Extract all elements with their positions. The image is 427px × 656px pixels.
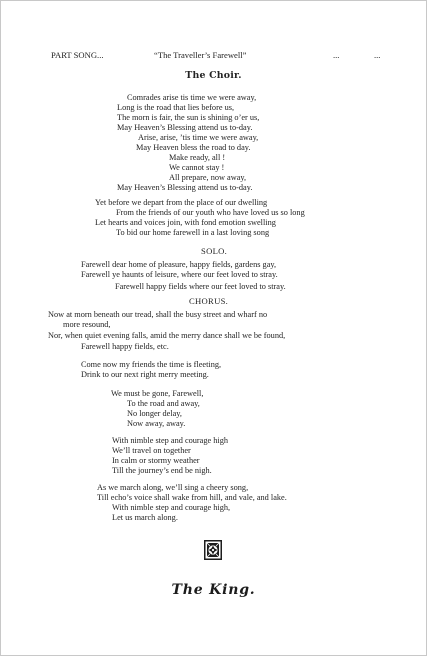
lyric-line: Yet before we depart from the place of our dwelling	[95, 198, 268, 207]
lyric-line: We’ll travel on together	[112, 446, 191, 455]
lyric-line: No longer delay,	[127, 409, 182, 418]
lyric-line: All prepare, now away,	[169, 173, 247, 182]
header-ellipsis: ...	[374, 50, 381, 60]
lyric-line: May Heaven’s Blessing attend us to-day.	[117, 183, 253, 192]
lyric-line: Farewell happy fields, etc.	[81, 342, 169, 351]
part-song-label: PART SONG...	[51, 50, 104, 60]
lyric-line: Now at morn beneath our tread, shall the busy street and wharf no	[48, 310, 268, 319]
lyric-line: May Heaven bless the road to day.	[136, 143, 251, 152]
lyric-line: With nimble step and courage high	[112, 436, 229, 445]
lyric-line: The morn is fair, the sun is shining o’er us,	[117, 113, 260, 122]
lyric-line: From the friends of our youth who have loved us so long	[116, 208, 305, 217]
lyric-line: We must be gone, Farewell,	[111, 389, 204, 398]
lyric-line: more resound,	[63, 320, 111, 329]
lyric-line: We cannot stay !	[169, 163, 225, 172]
ornament-icon	[204, 540, 222, 560]
choir-heading: The Choir.	[185, 70, 242, 81]
lyric-line: May Heaven’s Blessing attend us to-day.	[117, 123, 253, 132]
lyric-line: Comrades arise tis time we were away,	[127, 93, 257, 102]
lyric-line: To the road and away,	[127, 399, 200, 408]
solo-heading: SOLO.	[201, 246, 228, 256]
lyric-line: Farewell happy fields where our feet loved to stray.	[115, 282, 286, 291]
lyric-line: Now away, away.	[127, 419, 186, 428]
lyric-line: Till echo’s voice shall wake from hill, and vale, and lake.	[97, 493, 287, 502]
lyric-line: Drink to our next right merry meeting.	[81, 370, 209, 379]
lyric-line: In calm or stormy weather	[112, 456, 200, 465]
closing-title: The King.	[171, 582, 256, 598]
lyric-line: With nimble step and courage high,	[112, 503, 231, 512]
song-header	[51, 49, 391, 61]
header-ellipsis: ...	[333, 50, 340, 60]
lyric-line: Arise, arise, ’tis time we were away,	[138, 133, 259, 142]
song-title: “The Traveller’s Farewell”	[154, 50, 247, 60]
lyric-line: Come now my friends the time is fleeting,	[81, 360, 222, 369]
lyric-line: As we march along, we’ll sing a cheery song,	[97, 483, 249, 492]
lyric-line: Farewell dear home of pleasure, happy fields, gardens gay,	[81, 260, 277, 269]
chorus-heading: CHORUS.	[189, 296, 229, 306]
lyric-line: Nor, when quiet evening falls, amid the merry dance shall we be found,	[48, 331, 286, 340]
lyric-line: Long is the road that lies before us,	[117, 103, 235, 112]
lyric-line: To bid our home farewell in a last loving song	[116, 228, 270, 237]
lyric-line: Make ready, all !	[169, 153, 226, 162]
lyric-line: Farewell ye haunts of leisure, where our feet loved to stray.	[81, 270, 278, 279]
lyric-line: Let hearts and voices join, with fond emotion swelling	[95, 218, 276, 227]
lyric-line: Till the journey’s end be nigh.	[112, 466, 212, 475]
lyric-line: Let us march along.	[112, 513, 178, 522]
